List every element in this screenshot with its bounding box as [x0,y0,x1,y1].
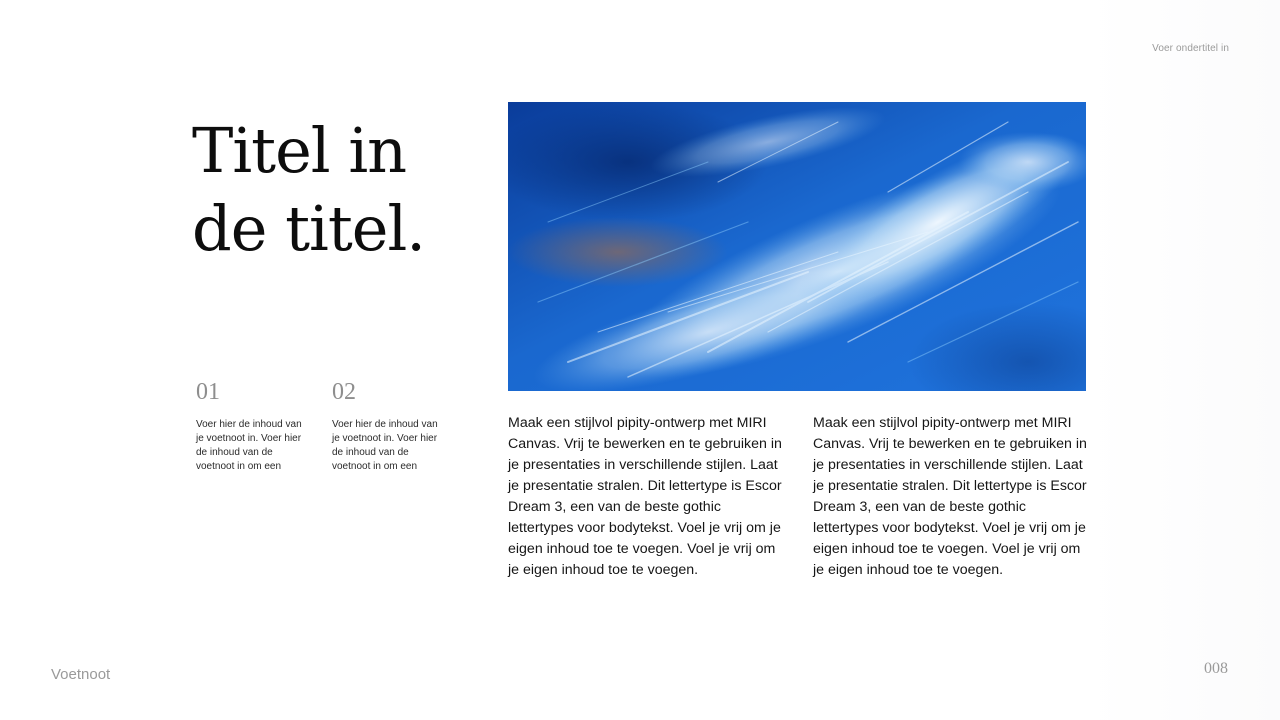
water-splash-illustration [508,102,1086,391]
body-text-column-1: Maak een stijlvol pipity-ontwerp met MIRI Canvas. Vrij te bewerken en te gebruiken in je presentaties in verschillende stijlen. Laat je presentatie stralen. Dit lettertype is Escor Dream 3, een van de beste gothic lettertypes voor bodytekst. Voel je vrij om je eigen inhoud toe te voegen. Voel je vrij om je eigen inhoud toe te voegen. [508,415,782,578]
slide-subtitle: Voer ondertitel in [1152,43,1229,54]
body-text-column-2: Maak een stijlvol pipity-ontwerp met MIRI Canvas. Vrij te bewerken en te gebruiken in je presentaties in verschillende stijlen. Laat je presentatie stralen. Dit lettertype is Escor Dream 3, een van de beste gothic lettertypes voor bodytekst. Voel je vrij om je eigen inhoud toe te voegen. Voel je vrij om je eigen inhoud toe te voegen. [813,415,1087,578]
title-line-2: de titel. [192,192,425,265]
footnote-block-2 [332,378,444,474]
footnote-number: 01 [196,379,220,405]
ocean-water-image [508,102,1086,391]
footnote-number: 02 [332,379,356,405]
footnote-text: Voer hier de inhoud van je voetnoot in. Voer hier de inhoud van de voetnoot in om een [196,419,302,472]
page-number: 008 [1204,660,1228,677]
footnote-block-1 [196,378,308,474]
slide-title [192,112,425,268]
title-line-1: Titel in [192,114,407,187]
footnote-text: Voer hier de inhoud van je voetnoot in. Voer hier de inhoud van de voetnoot in om een [332,419,438,472]
footer-text: Voetnoot [51,666,111,683]
